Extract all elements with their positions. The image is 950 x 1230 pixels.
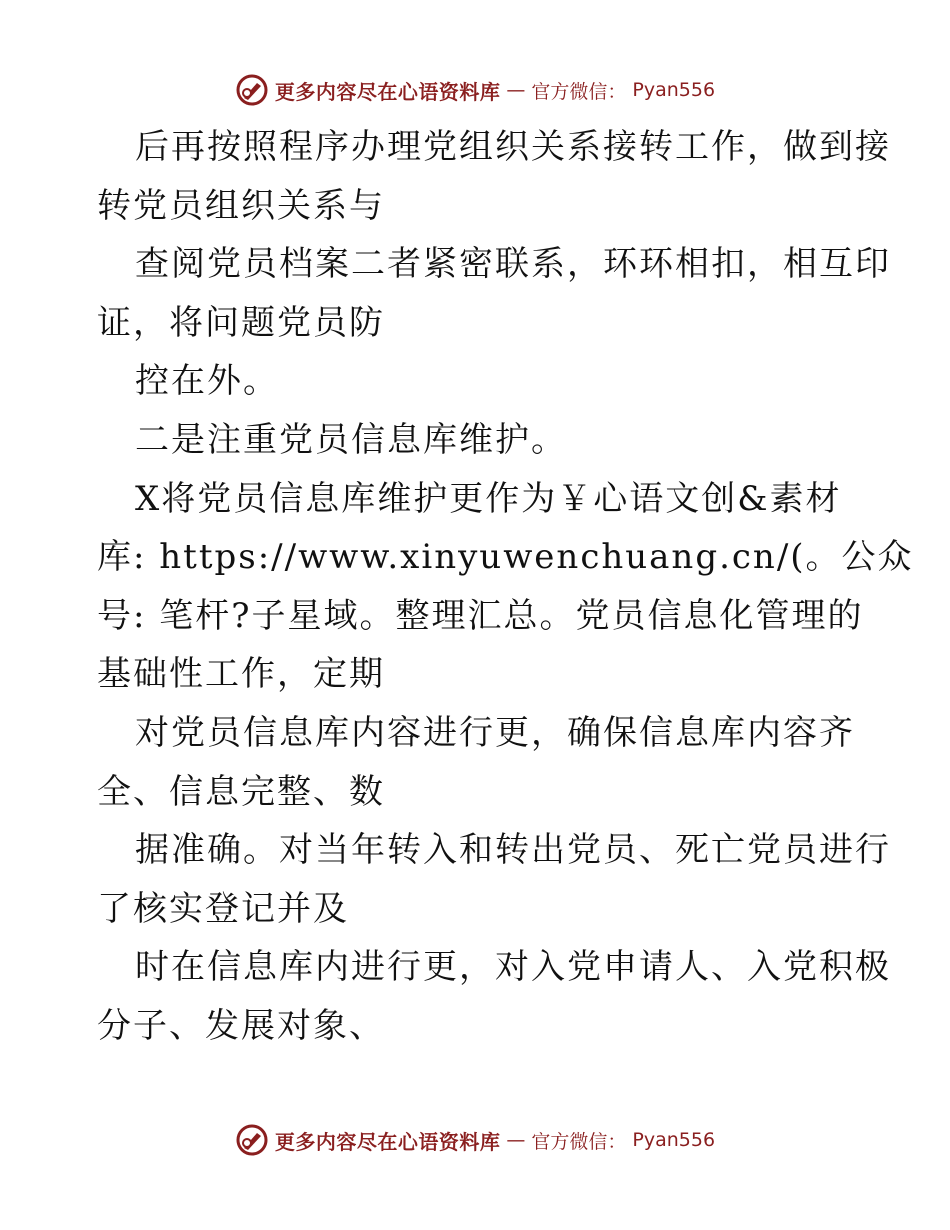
body-line: 基础性工作，定期	[97, 654, 385, 695]
pen-logo-icon	[235, 73, 269, 107]
body-line: 查阅党员档案二者紧密联系，环环相扣，相互印	[135, 244, 891, 285]
body-line: 证，将问题党员防	[97, 302, 385, 343]
body-line: 号: 笔杆?子星域。整理汇总。党员信息化管理的	[97, 595, 864, 636]
body-line: 据准确。对当年转入和转出党员、死亡党员进行	[135, 830, 891, 871]
pen-logo-icon	[235, 1123, 269, 1157]
body-line: 库: https://www.xinyuwenchuang.cn/(。公众	[97, 537, 914, 578]
body-line: 全、信息完整、数	[97, 771, 385, 812]
header-official-label: 官方微信：	[531, 80, 627, 103]
body-line: 了核实登记并及	[97, 888, 349, 929]
body-line: 控在外。	[135, 361, 279, 402]
body-line: 二是注重党员信息库维护。	[135, 419, 567, 460]
header-site-text: 更多内容尽在心语资料库	[274, 79, 501, 104]
body-line: X将党员信息库维护更作为￥心语文创&素材	[135, 478, 842, 519]
header-dash: —	[506, 79, 526, 101]
body-line: 分子、发展对象、	[97, 1005, 385, 1046]
document-body	[97, 118, 914, 1056]
footer-banner	[0, 1120, 950, 1160]
footer-wechat-id: Pyan556	[632, 1129, 716, 1151]
header-wechat-id: Pyan556	[632, 79, 716, 101]
footer-official-label: 官方微信：	[531, 1130, 627, 1153]
footer-site-text: 更多内容尽在心语资料库	[274, 1129, 501, 1154]
body-line: 时在信息库内进行更，对入党申请人、入党积极	[135, 947, 891, 988]
body-line: 后再按照程序办理党组织关系接转工作，做到接	[135, 127, 891, 167]
body-line: 对党员信息库内容进行更，确保信息库内容齐	[135, 712, 855, 753]
footer-dash: —	[506, 1129, 526, 1151]
header-banner	[0, 70, 950, 110]
body-line: 转党员组织关系与	[97, 185, 385, 226]
